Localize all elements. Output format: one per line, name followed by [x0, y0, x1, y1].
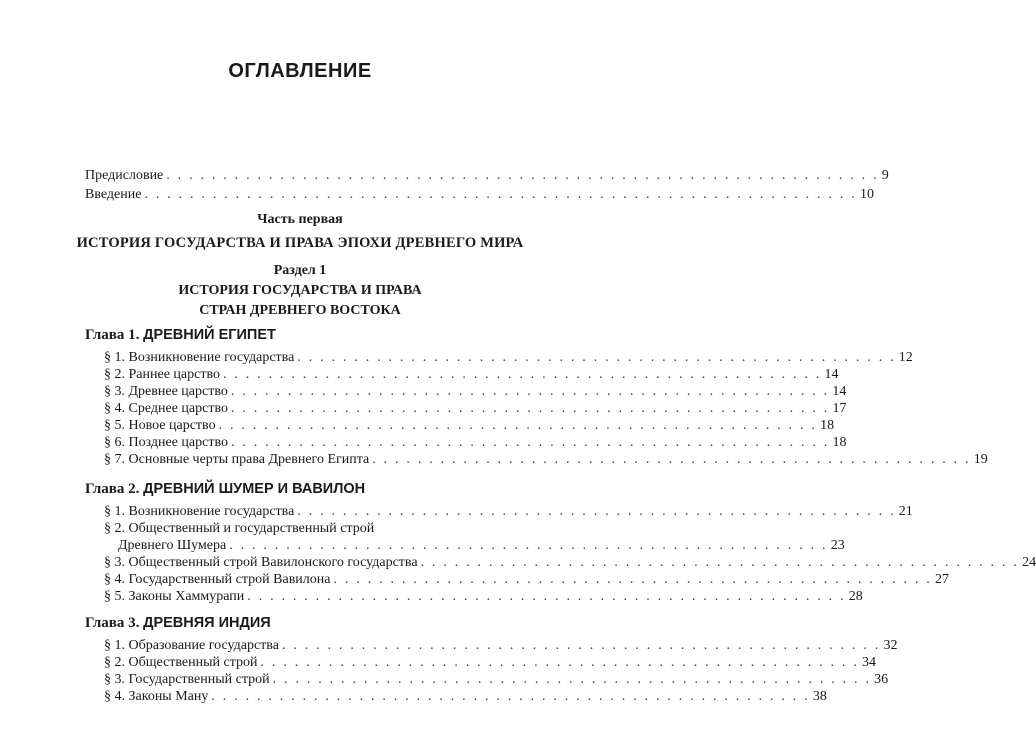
- entry-label: Предисловие: [85, 168, 164, 183]
- entry-page: 18: [820, 418, 835, 433]
- toc-entry[interactable]: [104, 400, 847, 417]
- entry-page: 14: [832, 384, 847, 399]
- leader-dots: . . . . . . . . . . . . . . . . . . . . . . . . . . . . . . . . . . . . . . . . . . . . . . . . . . . . .: [230, 384, 830, 399]
- entry-label: § 2. Раннее царство: [104, 367, 220, 382]
- leader-dots: . . . . . . . . . . . . . . . . . . . . . . . . . . . . . . . . . . . . . . . . . . . . . . . . . . . . .: [372, 452, 971, 467]
- chapter-label: Глава 1.: [85, 327, 140, 343]
- entry-label: § 1. Возникновение государства: [104, 350, 295, 365]
- toc-entry[interactable]: [104, 688, 827, 705]
- leader-dots: . . . . . . . . . . . . . . . . . . . . . . . . . . . . . . . . . . . . . . . . . . . . . . . . . . . . .: [297, 504, 896, 519]
- part-title-block: [0, 234, 600, 252]
- entry-page: 38: [812, 689, 827, 704]
- entry-label: § 7. Основные черты права Древнего Египта: [104, 452, 370, 467]
- toc-entry[interactable]: [104, 554, 1036, 571]
- leader-dots: . . . . . . . . . . . . . . . . . . . . . . . . . . . . . . . . . . . . . . . . . . . . . . . . . . . . .: [211, 689, 810, 704]
- chapter-3-heading[interactable]: [85, 614, 271, 632]
- toc-entry[interactable]: [104, 571, 949, 588]
- section-label: Раздел 1: [273, 263, 327, 278]
- chapter-label: Глава 2.: [85, 481, 140, 497]
- entry-label: § 1. Возникновение государства: [104, 504, 295, 519]
- page-title: ОГЛАВЛЕНИЕ: [228, 60, 372, 82]
- entry-page: 10: [859, 187, 874, 202]
- toc-entry[interactable]: [104, 451, 988, 468]
- entry-label: § 5. Законы Хаммурапи: [104, 589, 245, 604]
- leader-dots: . . . . . . . . . . . . . . . . . . . . . . . . . . . . . . . . . . . . . . . . . . . . . . . . . . . . .: [230, 401, 830, 416]
- entry-page: 34: [862, 655, 877, 670]
- leader-dots: . . . . . . . . . . . . . . . . . . . . . . . . . . . . . . . . . . . . . . . . . . . . . . . . . . . . .: [260, 655, 860, 670]
- section-heading: [0, 262, 600, 320]
- entry-label: § 4. Законы Ману: [104, 689, 209, 704]
- toc-entry[interactable]: [118, 537, 845, 554]
- leader-dots: . . . . . . . . . . . . . . . . . . . . . . . . . . . . . . . . . . . . . . . . . . . . . . . . . . . . .: [229, 538, 828, 553]
- entry-label: § 2. Общественный строй: [104, 655, 258, 670]
- entry-label: § 3. Древнее царство: [104, 384, 228, 399]
- leader-dots: . . . . . . . . . . . . . . . . . . . . . . . . . . . . . . . . . . . . . . . . . . . . . . . . . . . . .: [272, 672, 872, 687]
- entry-page: 14: [824, 367, 839, 382]
- leader-dots: . . . . . . . . . . . . . . . . . . . . . . . . . . . . . . . . . . . . . . . . . . . . . . . . . . . . .: [230, 435, 830, 450]
- entry-label: § 5. Новое царство: [104, 418, 216, 433]
- toc-entry[interactable]: [104, 671, 889, 688]
- chapter-1-heading[interactable]: [85, 326, 276, 344]
- chapter-name: ДРЕВНИЙ ЕГИПЕТ: [143, 327, 276, 343]
- toc-entry-line1[interactable]: § 2. Общественный и государственный строй: [104, 521, 375, 536]
- toc-entry-preface[interactable]: [85, 167, 889, 184]
- toc-entry[interactable]: [104, 349, 913, 366]
- leader-dots: . . . . . . . . . . . . . . . . . . . . . . . . . . . . . . . . . . . . . . . . . . . . . . . . . . . . .: [281, 638, 881, 653]
- entry-page: 17: [832, 401, 847, 416]
- part-heading: [0, 211, 600, 229]
- entry-page: 23: [830, 538, 845, 553]
- toc-entry[interactable]: [104, 588, 863, 605]
- entry-page: 24: [1022, 555, 1036, 570]
- chapter-label: Глава 3.: [85, 615, 140, 631]
- leader-dots: . . . . . . . . . . . . . . . . . . . . . . . . . . . . . . . . . . . . . . . . . . . . . . . . . . . . .: [222, 367, 822, 382]
- entry-label: § 3. Государственный строй: [104, 672, 270, 687]
- leader-dots: . . . . . . . . . . . . . . . . . . . . . . . . . . . . . . . . . . . . . . . . . . . . . . . . . . . . . . . . . . . . . . .: [166, 168, 879, 183]
- toc-entry[interactable]: [104, 503, 913, 520]
- entry-label: § 4. Государственный строй Вавилона: [104, 572, 331, 587]
- entry-label: § 4. Среднее царство: [104, 401, 228, 416]
- leader-dots: . . . . . . . . . . . . . . . . . . . . . . . . . . . . . . . . . . . . . . . . . . . . . . . . . . . . .: [297, 350, 896, 365]
- toc-entry[interactable]: [104, 637, 898, 654]
- toc-entry[interactable]: [104, 434, 847, 451]
- toc-entry[interactable]: [104, 654, 877, 671]
- entry-page: 19: [973, 452, 988, 467]
- section-title-line2: СТРАН ДРЕВНЕГО ВОСТОКА: [199, 303, 401, 318]
- entry-page: 27: [935, 572, 949, 587]
- entry-page: 12: [898, 350, 913, 365]
- chapter-2-heading[interactable]: [85, 480, 365, 498]
- toc-entry-introduction[interactable]: [85, 186, 874, 203]
- chapter-name: ДРЕВНИЙ ШУМЕР И ВАВИЛОН: [143, 481, 366, 497]
- leader-dots: . . . . . . . . . . . . . . . . . . . . . . . . . . . . . . . . . . . . . . . . . . . . . . . . . . . . .: [218, 418, 818, 433]
- leader-dots: . . . . . . . . . . . . . . . . . . . . . . . . . . . . . . . . . . . . . . . . . . . . . . . . . . . . .: [247, 589, 846, 604]
- entry-label-cont: Древнего Шумера: [118, 538, 227, 553]
- entry-page: 9: [881, 168, 889, 183]
- entry-label: Введение: [85, 187, 142, 202]
- leader-dots: . . . . . . . . . . . . . . . . . . . . . . . . . . . . . . . . . . . . . . . . . . . . . . . . . . . . . . . . . . . . . . .: [144, 187, 857, 202]
- toc-entry[interactable]: [104, 417, 835, 434]
- chapter-name: ДРЕВНЯЯ ИНДИЯ: [143, 615, 271, 631]
- section-title-line1: ИСТОРИЯ ГОСУДАРСТВА И ПРАВА: [178, 283, 422, 298]
- entry-label: § 3. Общественный строй Вавилонского государства: [104, 555, 418, 570]
- entry-page: 21: [898, 504, 913, 519]
- part-label: Часть первая: [257, 212, 343, 227]
- entry-label: § 6. Позднее царство: [104, 435, 228, 450]
- entry-page: 36: [874, 672, 889, 687]
- leader-dots: . . . . . . . . . . . . . . . . . . . . . . . . . . . . . . . . . . . . . . . . . . . . . . . . . . . . .: [420, 555, 1020, 570]
- entry-label: § 1. Образование государства: [104, 638, 279, 653]
- toc-entry[interactable]: [104, 366, 839, 383]
- entry-page: 28: [848, 589, 863, 604]
- entry-page: 32: [883, 638, 898, 653]
- entry-page: 18: [832, 435, 847, 450]
- toc-entry[interactable]: [104, 383, 847, 400]
- leader-dots: . . . . . . . . . . . . . . . . . . . . . . . . . . . . . . . . . . . . . . . . . . . . . . . . . . . . .: [333, 572, 932, 587]
- part-title: ИСТОРИЯ ГОСУДАРСТВА И ПРАВА ЭПОХИ ДРЕВНЕГО МИРА: [76, 235, 524, 251]
